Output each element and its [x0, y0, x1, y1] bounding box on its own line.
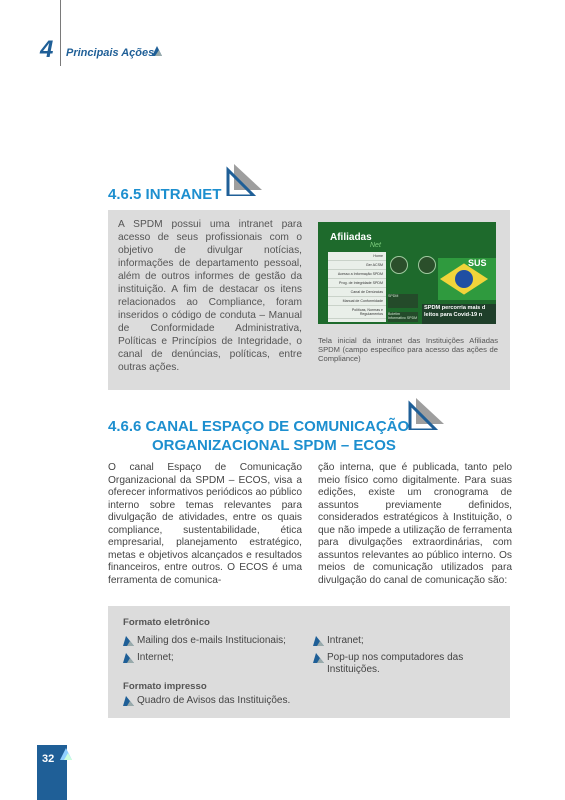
news-banner: SPDM percorria mais d leitos para Covid-19 n [422, 304, 496, 324]
menu-item: Prog. de Integridade SPDM [328, 279, 386, 288]
section-heading-intranet: 4.6.5 INTRANET [108, 186, 222, 203]
screenshot-caption: Tela inicial da intranet das Instituições Afiliadas SPDM (campo específico para acesso das ações de Compliance) [318, 336, 498, 363]
brazil-flag-icon [438, 258, 496, 300]
menu-item: Home [328, 252, 386, 261]
menu-item: Políticas, Normas e Regulamentos [328, 306, 386, 319]
page-number: 32 [42, 753, 55, 765]
electronic-format-title: Formato eletrônico [123, 617, 210, 628]
thumbnail: SPDM [388, 294, 418, 308]
screenshot-brand-sub: Net [370, 242, 381, 249]
menu-item: Canal de Denúncias [328, 288, 386, 297]
triangle-ruler-icon [60, 748, 72, 760]
list-item: Intranet; [313, 635, 503, 649]
screenshot-brand: Afiliadas [330, 232, 372, 243]
ecos-paragraph-left: O canal Espaço de Comunicação Organizacional da SPDM – ECOS, visa a oferecer informativos periódicos ao público interno sobre temas relevantes para divulgação de atividades, entre os quais compliance, sustentabilidade, ética empresarial, planejamento estratégico, metas e objetivos alcançados e resultados financeiros, entre outros. O ECOS é uma ferramenta de comunica- [108, 462, 302, 586]
screenshot-menu [328, 252, 386, 322]
thumbnail: Boletim Informativo SPDM [388, 312, 418, 320]
triangle-bullet-icon [313, 636, 324, 646]
list-item: Mailing dos e-mails Institucionais; [123, 635, 313, 649]
menu-item: Manual de Conformidade [328, 297, 386, 306]
chapter-number: 4 [40, 36, 54, 63]
triangle-ruler-icon [226, 164, 262, 196]
triangle-ruler-icon [152, 46, 162, 56]
print-format-title: Formato impresso [123, 681, 207, 692]
intranet-paragraph: A SPDM possui uma intranet para acesso de seus profissionais com o objetivo de divulgar notícias, informações de departamento pessoal, além de outros informes de gestão da instituição. A fim de destacar os itens relacionados ao Compliance, foram inseridos o código de conduta – Manual de Conformidade Administrativa, Políticas e Princípios de Integridade, o canal de denúncias, políticas, entre outras ações. [118, 219, 302, 373]
logo-badge-icon [418, 256, 436, 274]
triangle-bullet-icon [123, 653, 134, 663]
menu-item: Acesso a Informação SPDM [328, 270, 386, 279]
logo-badge-icon [390, 256, 408, 274]
list-item: Quadro de Avisos das Instituições. [123, 695, 313, 709]
triangle-bullet-icon [123, 636, 134, 646]
section-heading-ecos-line1: 4.6.6 CANAL ESPAÇO DE COMUNICAÇÃO [108, 418, 410, 435]
list-item: Internet; [123, 652, 313, 666]
sus-logo: SUS [468, 258, 487, 268]
header-divider [60, 0, 61, 66]
triangle-bullet-icon [123, 696, 134, 706]
triangle-bullet-icon [313, 653, 324, 663]
menu-item: Ger ACSM [328, 261, 386, 270]
section-heading-ecos-line2: ORGANIZACIONAL SPDM – ECOS [152, 437, 396, 454]
chapter-title: Principais Ações [66, 47, 155, 59]
list-item: Pop-up nos computadores das Instituições. [313, 652, 503, 678]
intranet-screenshot [318, 222, 496, 324]
ecos-paragraph-right: ção interna, que é publicada, tanto pelo meio físico como digitalmente. Para suas edições, existe um cronograma de assuntos previamente definidos, considerados estratégicos à Instituição, o que não impede a utilização de ferramenta para divulgações extraordinárias, com assuntos relevantes ao público interno. Os meios de comunicação utilizados para divulgação do canal de comunicação são: [318, 462, 512, 586]
triangle-ruler-icon [408, 398, 444, 430]
